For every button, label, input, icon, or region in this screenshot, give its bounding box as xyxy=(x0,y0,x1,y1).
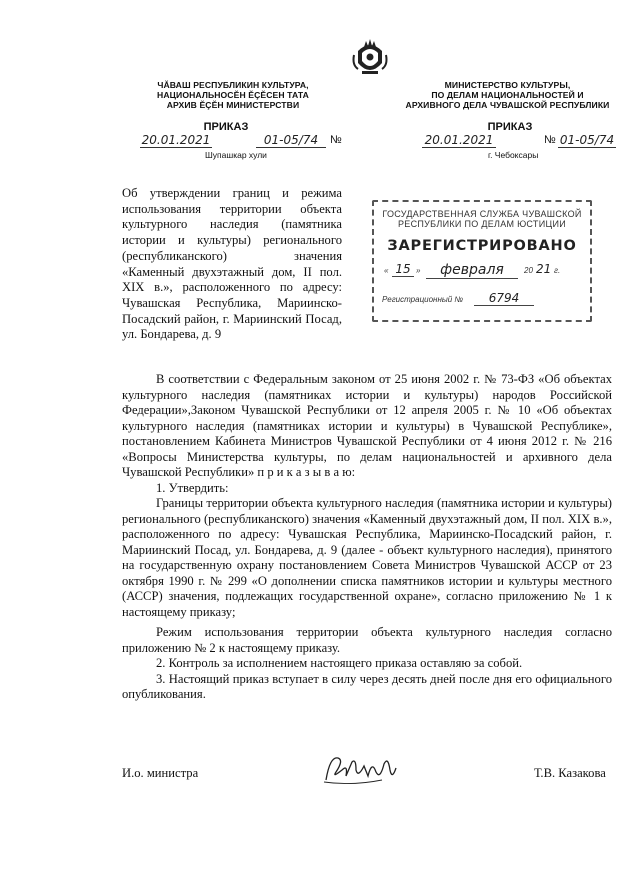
stamp-year-end: г. xyxy=(554,266,561,275)
stamp-reg-row xyxy=(374,289,590,311)
header-left-line: ЧĂВАШ РЕСПУБЛИКИН КУЛЬТУРА, xyxy=(157,80,309,90)
body-paragraph-preamble: В соответствии с Федеральным законом от 25 июня 2002 г. № 73-ФЗ «Об объектах культурного наследия (памятниках истории и культуры) народов Российской Федерации»,Законом Чувашской Республики от 12 апреля 2005 г. № 10 «Об объектах культурного наследия (памятниках истории и культуры) в Чувашской Республике», постановлением Кабинета Министров Чувашской Республики от 4 июня 2012 г. № 216 «Вопросы Министерства культуры, по делам национальностей и архивного дела Чувашской Республики» п р и к а з ы в а ю: xyxy=(122,372,612,479)
header-right-line: МИНИСТЕРСТВО КУЛЬТУРЫ, xyxy=(444,80,571,90)
stamp-line-2: РЕСПУБЛИКИ ПО ДЕЛАМ ЮСТИЦИИ xyxy=(397,219,566,229)
order-number-left: 01-05/74 xyxy=(256,133,326,148)
signatory-name: Т.В. Казакова xyxy=(534,766,606,780)
stamp-reg-number: 6794 xyxy=(474,291,534,306)
city-right: г. Чебоксары xyxy=(488,150,539,160)
prikaz-heading-left: ПРИКАЗ xyxy=(203,121,249,133)
stamp-date-row: « 15 » февраля 20 21 г. xyxy=(384,262,561,278)
registration-stamp xyxy=(372,200,592,322)
order-body xyxy=(122,372,612,703)
number-sign-left: № xyxy=(330,134,342,146)
stamp-reg-label: Регистрационный № xyxy=(382,295,464,304)
coat-of-arms-emblem xyxy=(350,35,390,79)
stamp-year-suffix: 21 xyxy=(536,262,552,276)
header-right-line: ПО ДЕЛАМ НАЦИОНАЛЬНОСТЕЙ И xyxy=(431,90,584,100)
body-paragraph-regime: Режим использования территории объекта культурного наследия согласно приложению № 2 к настоящему приказу. xyxy=(122,625,612,655)
stamp-month: февраля xyxy=(426,262,518,279)
handwritten-signature xyxy=(322,750,400,788)
header-right-line: АРХИВНОГО ДЕЛА ЧУВАШСКОЙ РЕСПУБЛИКИ xyxy=(405,100,610,110)
order-number-right: 01-05/74 xyxy=(559,133,615,147)
signatory-role: И.о. министра xyxy=(122,766,199,780)
stamp-day: 15 xyxy=(392,262,414,277)
body-paragraph-approve: 1. Утвердить: xyxy=(156,480,229,495)
order-date-right: 20.01.2021 xyxy=(422,133,496,148)
stamp-registered: ЗАРЕГИСТРИРОВАНО xyxy=(387,238,577,254)
prikaz-heading-right: ПРИКАЗ xyxy=(487,121,533,133)
ministry-name-chuvash xyxy=(128,80,338,110)
header-left-line: НАЦИОНАЛЬНОСĔН ĔÇĔСЕН ТАТА xyxy=(157,90,309,100)
order-date-left: 20.01.2021 xyxy=(141,133,211,147)
stamp-year-prefix: 20 xyxy=(524,266,533,275)
order-title: Об утверждении границ и режима использования территории объекта культурного наследия (памятника истории и культуры) регионального (республиканского) значения «Каменный двухэтажный дом, II пол. XIX в.», расположенного по адресу: Чувашская Республика, Мариинско-Посадский район, г. Мариинский Посад, ул. Бондарева, д. 9 xyxy=(122,186,342,342)
number-sign-right: № xyxy=(544,134,556,146)
header-left-line: АРХИВ ĔÇĔН МИНИСТЕРСТВИ xyxy=(166,100,300,110)
body-paragraph-effect: 3. Настоящий приказ вступает в силу через десять дней после дня его официального опубликования. xyxy=(122,671,612,701)
body-paragraph-borders: Границы территории объекта культурного наследия (памятника истории и культуры) регионального (республиканского) значения «Каменный двухэтажный дом, II пол. XIX в.», расположенного по адресу: Чувашская Республика, Мариинско-Посадский район, г. Мариинский Посад, ул. Бондарева, д. 9 (далее - объект культурного наследия), принятого на государственную охрану постановлением Совета Министров Чувашской АССР от 23 октября 1990 г. № 299 «О дополнении списка памятников истории и культуры местного (АССР) значения, подлежащих государственной охране», согласно приложению № 1 к настоящему приказу; xyxy=(122,496,612,619)
body-paragraph-control: 2. Контроль за исполнением настоящего приказа оставляю за собой. xyxy=(156,656,523,670)
city-left: Шупашкар хули xyxy=(205,150,267,160)
stamp-line-1: ГОСУДАРСТВЕННАЯ СЛУЖБА ЧУВАШСКОЙ xyxy=(382,209,582,219)
ministry-name-russian xyxy=(400,80,615,110)
